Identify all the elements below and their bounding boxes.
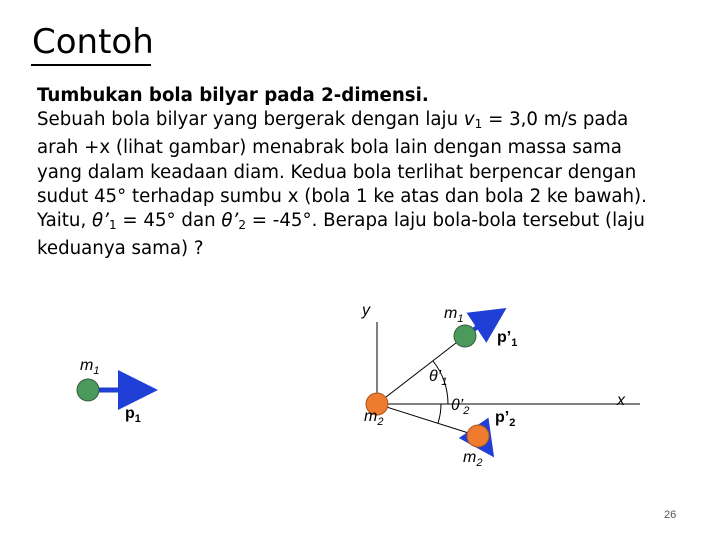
problem-line: arah +x (lihat gambar) menabrak bola lain dengan massa sama [37,137,622,159]
problem-line: yang dalam keadaan diam. Kedua bola terlihat berpencar dengan [37,161,637,183]
problem-line: sudut 45° terhadap sumbu x (bola 1 ke atas dan bola 2 ke bawah). [37,185,647,207]
angle-arc-theta2 [438,404,441,423]
problem-line: Yaitu, $\theta’_1 = 45^\circ$ dan $\theta’_2 = -45^\circ$. Berapa laju bola-bola tersebut (laju [37,210,645,233]
label-m1-final: $m_1$ [444,305,464,325]
label-m2-initial: $m_2$ [364,408,384,428]
label-m1-initial: $m_1$ [80,357,100,377]
x-axis-label: x [617,392,625,409]
ball-2-final [467,425,489,447]
label-theta2: $\theta’_2$ [451,397,470,417]
problem-heading: Tumbukan bola bilyar pada 2-dimensi. [37,85,429,106]
label-p1: $p_1$ [125,405,141,425]
trajectory-ball-1 [377,336,465,404]
label-theta1: $\theta’_1$ [429,368,448,388]
slide-number: 26 [664,509,677,521]
y-axis-label: y [362,302,370,319]
label-m2-final: $m_2$ [463,449,483,469]
ball-1-initial [77,379,99,401]
slide-title: Contoh [32,22,154,62]
ball-1-final [454,325,476,347]
problem-line: Sebuah bola bilyar yang bergerak dengan laju $v_1 = 3,0$ m/s pada [37,109,629,132]
label-p2-prime: $p’_2$ [495,409,516,429]
problem-line: keduanya sama) ? [37,238,204,260]
label-p1-prime: $p’_1$ [497,329,518,349]
